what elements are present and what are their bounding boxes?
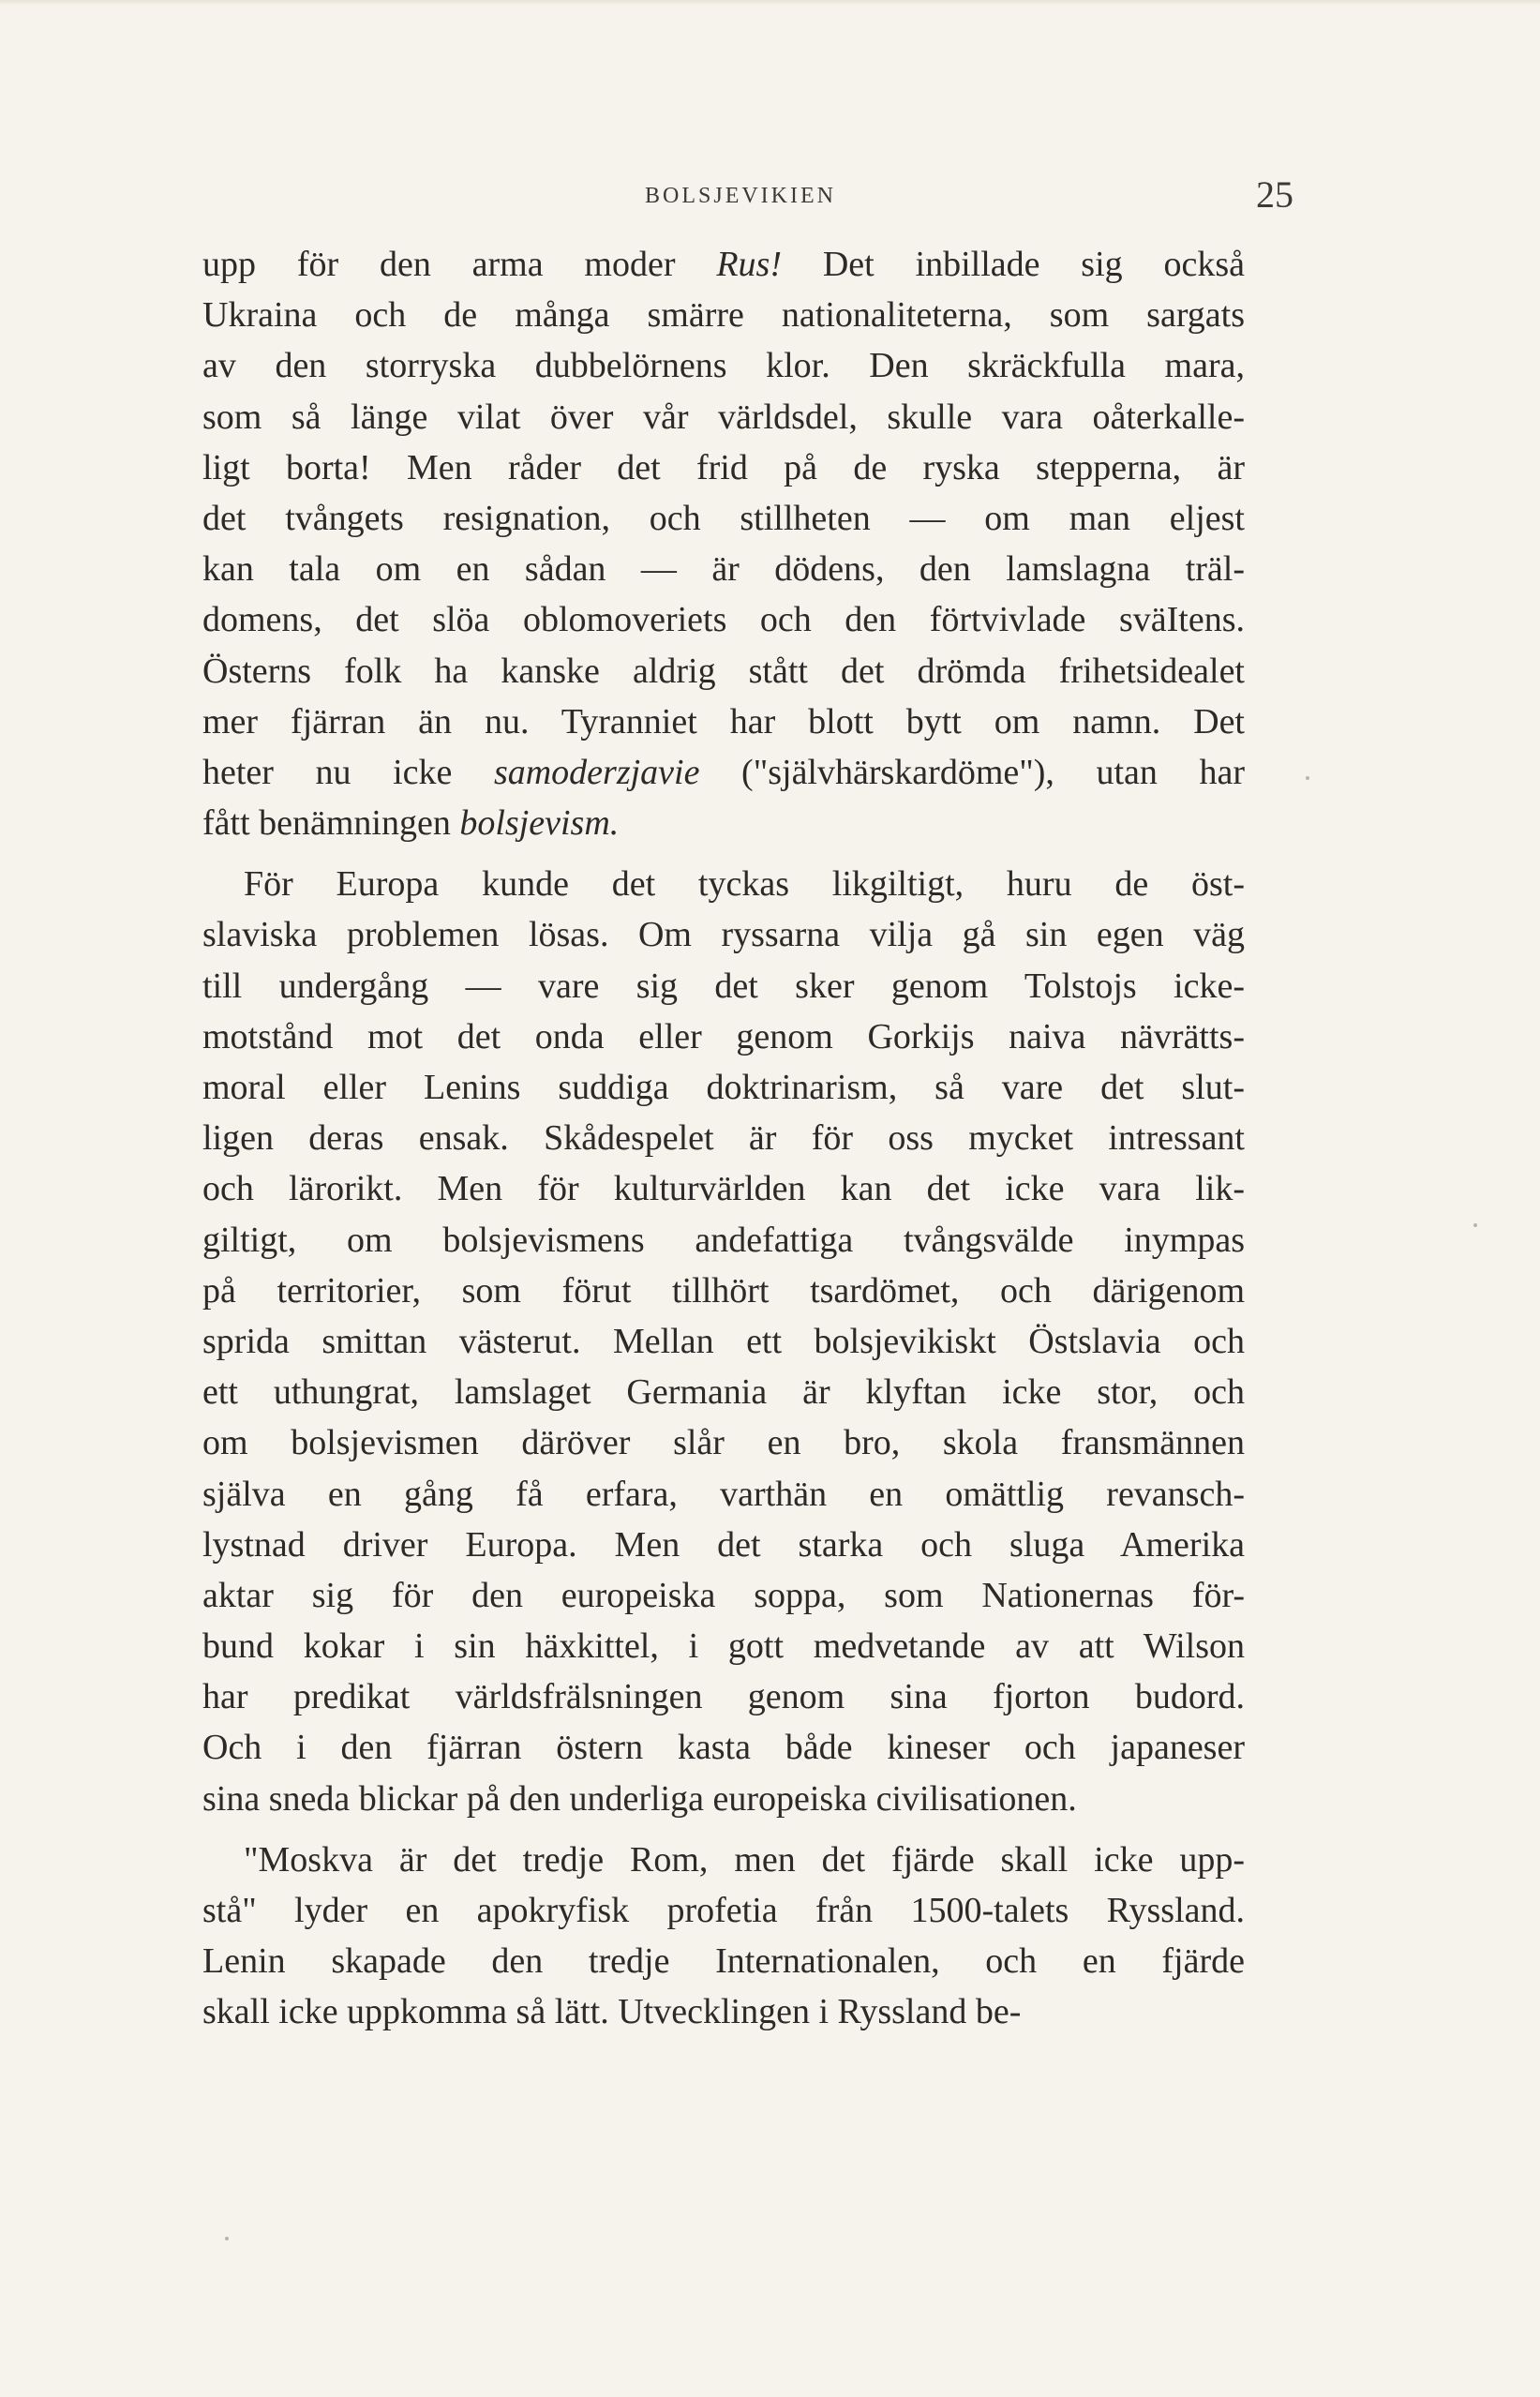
text-line [202, 1316, 1245, 1367]
text-line [202, 1722, 1245, 1773]
text-line [202, 1885, 1245, 1936]
text-line [202, 1774, 1245, 1824]
text-run: Lenin skapade den tredje Internationalen, och en fjärde [202, 1941, 1245, 1982]
text-run: det tvångets resignation, och stillheten — om man eljest [202, 498, 1245, 538]
italic-phrase: Rus! [716, 245, 782, 284]
text-line [202, 1113, 1245, 1163]
text-run: "Moskva är det tredje Rom, men det fjärde skall icke upp- [244, 1839, 1245, 1880]
text-run: aktar sig för den europeiska soppa, som Nationernas för- [202, 1575, 1245, 1615]
text-line [202, 1011, 1245, 1062]
text-run: om bolsjevismen däröver slår en bro, skola fransmännen [202, 1423, 1245, 1463]
text-line [202, 909, 1245, 960]
page-top-edge [0, 0, 1540, 6]
text-line [202, 1671, 1245, 1722]
text-line [202, 1835, 1245, 1885]
text-run: till undergång — vare sig det sker genom Tolstojs icke- [202, 966, 1245, 1006]
text-run: skall icke uppkomma så lätt. Utvecklingen i Ryssland be- [202, 1992, 1022, 2032]
text-line [202, 1163, 1245, 1214]
text-run: Och i den fjärran östern kasta både kineser och japaneser [202, 1728, 1245, 1768]
text-line [202, 646, 1245, 697]
text-run: ("självhärskardöme"), utan har [699, 752, 1245, 792]
paper-speck [225, 2237, 229, 2240]
text-line [202, 594, 1245, 645]
text-run: ligen deras ensak. Skådespelet är för oss mycket intressant [202, 1118, 1245, 1159]
text-run: giltigt, om bolsjevismens andefattiga tvångsvälde inympas [202, 1220, 1245, 1260]
text-run: av den storryska dubbelörnens klor. Den skräckfulla mara, [202, 346, 1245, 386]
text-line [202, 697, 1245, 747]
text-run: heter nu icke [202, 752, 494, 792]
text-line [202, 961, 1245, 1011]
text-run: stå" lyder en apokryfisk profetia från 1500-talets Ryssland. [202, 1891, 1245, 1930]
text-line [202, 1367, 1245, 1417]
text-run: som så länge vilat över vår världsdel, skulle vara oåterkalle- [202, 397, 1245, 437]
text-run: själva en gång få erfara, varthän en omättlig revansch- [202, 1474, 1245, 1514]
text-run: på territorier, som förut tillhört tsardömet, och därigenom [202, 1270, 1245, 1311]
text-run: ligt borta! Men råder det frid på de ryska stepperna, är [202, 447, 1245, 487]
text-line [202, 1469, 1245, 1520]
text-line [202, 544, 1245, 594]
running-header-title: BOLSJEVIKIEN [645, 184, 836, 208]
text-line [202, 442, 1245, 493]
text-line [202, 798, 1245, 848]
text-line [202, 1215, 1245, 1266]
text-run: Det inbillade sig också [782, 245, 1245, 284]
text-line [202, 290, 1245, 340]
text-run: domens, det slöa oblomoveriets och den förtvivlade sväItens. [202, 600, 1245, 640]
text-line [202, 1986, 1245, 2037]
text-line [202, 493, 1245, 544]
text-run: bund kokar i sin häxkittel, i gott medvetande av att Wilson [202, 1626, 1245, 1667]
paper-speck [1473, 1223, 1477, 1227]
text-run: mer fjärran än nu. Tyranniet har blott bytt om namn. Det [202, 701, 1245, 742]
italic-phrase: bolsjevism. [459, 803, 620, 844]
text-line [202, 392, 1245, 442]
text-line [202, 1266, 1245, 1316]
text-run: moral eller Lenins suddiga doktrinarism, så vare det slut- [202, 1068, 1245, 1107]
text-line [202, 1621, 1245, 1671]
text-run: För Europa kunde det tyckas likgiltigt, huru de öst- [244, 864, 1245, 905]
text-line [202, 859, 1245, 909]
text-run: lystnad driver Europa. Men det starka och sluga Amerika [202, 1524, 1245, 1565]
text-run: har predikat världsfrälsningen genom sina fjorton budord. [202, 1677, 1245, 1717]
text-run: motstånd mot det onda eller genom Gorkijs naiva nävrätts- [202, 1016, 1245, 1056]
paper-speck [1306, 776, 1309, 780]
text-run: fått benämningen [202, 803, 460, 844]
text-line [202, 1570, 1245, 1621]
text-run: och lärorikt. Men för kulturvärlden kan det icke vara lik- [202, 1169, 1245, 1209]
text-run: ett uthungrat, lamslaget Germania är klyftan icke stor, och [202, 1372, 1245, 1413]
text-run: upp för den arma moder [202, 245, 717, 284]
text-run: sina sneda blickar på den underliga europeiska civilisationen. [202, 1778, 1077, 1819]
text-line [202, 1936, 1245, 1986]
italic-phrase: samoderzjavie [493, 752, 700, 792]
text-run: Österns folk ha kanske aldrig stått det drömda frihetsidealet [202, 651, 1245, 691]
text-line [202, 340, 1245, 391]
text-line [202, 1417, 1245, 1468]
page-number: 25 [1256, 173, 1293, 216]
text-line [202, 1520, 1245, 1570]
text-run: slaviska problemen lösas. Om ryssarna vilja gå sin egen väg [202, 915, 1245, 955]
text-line [202, 747, 1245, 798]
body-text [202, 239, 1245, 2038]
text-run: kan tala om en sådan — är dödens, den lamslagna träl- [202, 549, 1245, 590]
text-line [202, 239, 1245, 290]
text-line [202, 1062, 1245, 1113]
text-run: sprida smittan västerut. Mellan ett bolsjevikiskt Östslavia och [202, 1321, 1245, 1361]
text-run: Ukraina och de många smärre nationaliteterna, som sargats [202, 295, 1245, 336]
